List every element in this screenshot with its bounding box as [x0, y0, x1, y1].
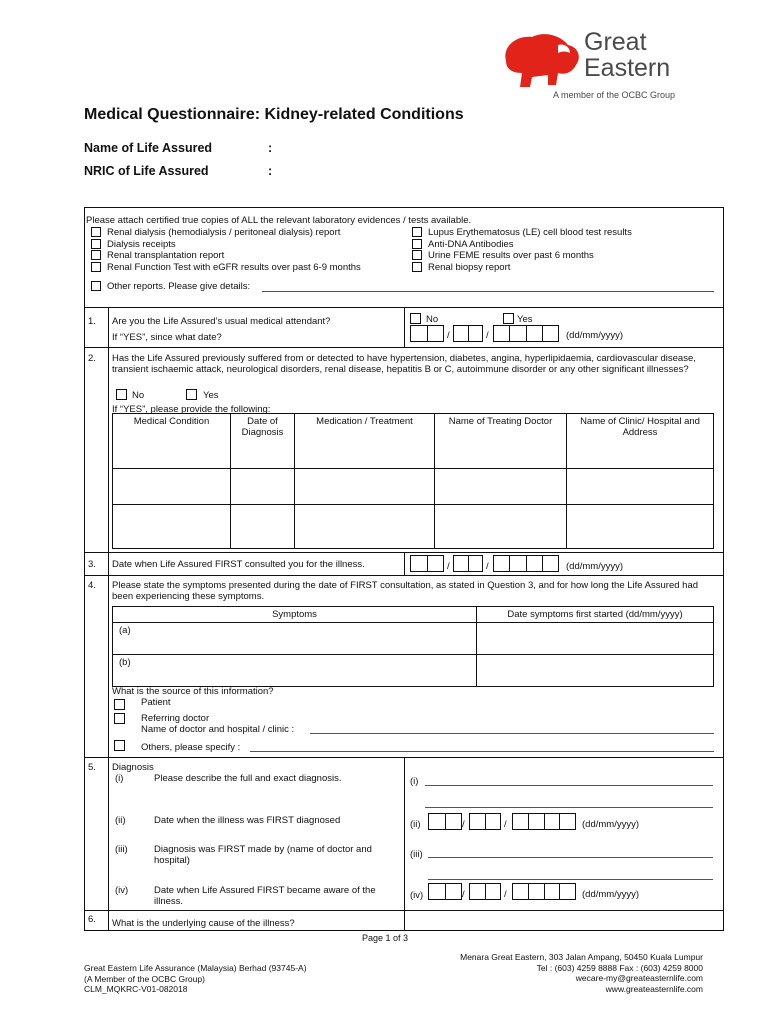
q5-ii-month-boxes[interactable]	[469, 813, 501, 830]
footer-address: Menara Great Eastern, 303 Jalan Ampang, 50450 Kuala Lumpur	[460, 952, 703, 962]
table-row[interactable]	[113, 505, 714, 549]
name-colon: :	[268, 141, 273, 155]
q5-ii-year-boxes[interactable]	[512, 813, 576, 830]
q3-month-boxes[interactable]	[453, 555, 483, 572]
renal-transplant-checkbox[interactable]	[91, 250, 101, 260]
intro-left-item: Renal transplantation report	[107, 250, 225, 261]
patient-label: Patient	[141, 697, 171, 708]
row-label: (b)	[119, 657, 131, 668]
col-date-of-diagnosis: Date of Diagnosis	[231, 414, 295, 469]
date-slash: /	[504, 819, 507, 830]
footer-email[interactable]: wecare-my@greateasternlife.com	[575, 973, 703, 983]
q5-iv-date-format: (dd/mm/yyyy)	[582, 889, 639, 900]
q3-text: Date when Life Assured FIRST consulted you for the illness.	[112, 559, 365, 570]
q4-number: 4.	[88, 580, 96, 591]
q6-text: What is the underlying cause of the illness?	[112, 918, 295, 929]
q1-month-boxes[interactable]	[453, 325, 483, 342]
number-column-divider	[108, 307, 109, 931]
q2-text: Has the Life Assured previously suffered from or detected to have hypertension, diabetes, angina, hyperlipidaemia, cardiovascular disease, transient ischaemic attack, neurological disorders, renal disease, hepatitis B or C, autoimmune disorder or any other significant illnesses?	[112, 353, 696, 375]
q2-number: 2.	[88, 353, 96, 364]
lion-logo-icon	[498, 27, 584, 89]
intro-right-item: Anti-DNA Antibodies	[428, 239, 514, 250]
q5-ii-day-boxes[interactable]	[428, 813, 462, 830]
footer-form-code: CLM_MQKRC-V01-082018	[84, 984, 188, 994]
footer-website[interactable]: www.greateasternlife.com	[605, 983, 703, 994]
q5-i-text: Please describe the full and exact diagnosis.	[154, 773, 342, 784]
row-label: (a)	[119, 625, 131, 636]
nric-colon: :	[268, 164, 273, 178]
q3-number: 3.	[88, 559, 96, 570]
col-date-started: Date symptoms first started (dd/mm/yyyy)	[477, 607, 714, 623]
table-row[interactable]	[113, 469, 714, 505]
q1-yes-checkbox[interactable]	[503, 313, 514, 324]
renal-biopsy-checkbox[interactable]	[412, 262, 422, 272]
q5-ii-date-format: (dd/mm/yyyy)	[582, 819, 639, 830]
q2-sub: If “YES”, please provide the following:	[112, 404, 271, 415]
page-number: Page 1 of 3	[362, 933, 409, 943]
date-slash: /	[462, 889, 465, 900]
q1-year-boxes[interactable]	[493, 325, 559, 342]
q1-no-checkbox[interactable]	[410, 313, 421, 324]
medical-history-table	[112, 413, 714, 549]
dialysis-receipts-checkbox[interactable]	[91, 239, 101, 249]
q5-i-answer-label: (i)	[410, 776, 419, 787]
col-medication: Medication / Treatment	[295, 414, 435, 469]
intro-right-item: Renal biopsy report	[428, 262, 511, 273]
urine-feme-checkbox[interactable]	[412, 250, 422, 260]
q5-ii-text: Date when the illness was FIRST diagnosed	[154, 815, 341, 826]
q5-iii-answer-label: (iii)	[410, 849, 423, 860]
referring-doctor-checkbox[interactable]	[114, 713, 125, 724]
q5-i-number: (i)	[115, 773, 124, 784]
q5-iii-text: Diagnosis was FIRST made by (name of doctor and hospital)	[154, 844, 372, 866]
q2-yes-checkbox[interactable]	[186, 389, 197, 400]
intro-heading: Please attach certified true copies of ALL the relevant laboratory evidences / tests available.	[86, 215, 472, 226]
q5-iv-day-boxes[interactable]	[428, 883, 462, 900]
other-reports-line[interactable]	[262, 291, 714, 292]
q1-date-format: (dd/mm/yyyy)	[566, 330, 623, 341]
q5-answer-divider	[404, 757, 405, 931]
footer-right	[400, 952, 703, 994]
nric-label: NRIC of Life Assured	[84, 164, 209, 178]
brand-line1: Great	[584, 28, 647, 56]
date-slash: /	[504, 889, 507, 900]
page-title: Medical Questionnaire: Kidney-related Conditions	[84, 106, 464, 123]
date-slash: /	[462, 819, 465, 830]
others-label: Others, please specify :	[141, 742, 241, 753]
q1-day-boxes[interactable]	[410, 325, 444, 342]
q3-day-boxes[interactable]	[410, 555, 444, 572]
intro-left-item: Renal Function Test with eGFR results over past 6-9 months	[107, 262, 361, 273]
doctor-line-1[interactable]	[428, 857, 713, 858]
q5-iv-number: (iv)	[115, 885, 129, 896]
intro-left-item: Dialysis receipts	[107, 239, 176, 250]
others-checkbox[interactable]	[114, 740, 125, 751]
anti-dna-checkbox[interactable]	[412, 239, 422, 249]
q5-number: 5.	[88, 762, 96, 773]
source-question: What is the source of this information?	[112, 686, 274, 697]
q2-yes-label: Yes	[203, 390, 219, 401]
q1-answer-divider	[404, 307, 405, 347]
intro-left-item: Renal dialysis (hemodialysis / peritoneal dialysis) report	[107, 227, 341, 238]
renal-function-checkbox[interactable]	[91, 262, 101, 272]
diagnosis-line-1[interactable]	[425, 785, 713, 786]
q1-no-label: No	[426, 314, 439, 325]
patient-checkbox[interactable]	[114, 699, 125, 710]
q1-yes-label: Yes	[517, 314, 533, 325]
lupus-checkbox[interactable]	[412, 227, 422, 237]
q3-answer-divider	[404, 552, 405, 575]
q5-iv-year-boxes[interactable]	[512, 883, 576, 900]
q4-text: Please state the symptoms presented during the date of FIRST consultation, as stated in Question 3, and for how long the Life Assured had been experiencing these symptoms.	[112, 580, 699, 602]
q3-year-boxes[interactable]	[493, 555, 559, 572]
q3-date-format: (dd/mm/yyyy)	[566, 561, 623, 572]
referring-label: Referring doctor	[141, 713, 210, 724]
q1-text: Are you the Life Assured’s usual medical attendant?	[112, 316, 331, 327]
date-slash: /	[486, 561, 489, 572]
date-slash: /	[447, 330, 450, 341]
q5-ii-answer-label: (ii)	[410, 819, 421, 830]
q5-iv-answer-label: (iv)	[410, 890, 424, 901]
symptoms-table	[112, 606, 714, 687]
col-symptoms: Symptoms	[113, 607, 477, 623]
date-slash: /	[486, 330, 489, 341]
referring-name-label: Name of doctor and hospital / clinic :	[141, 724, 295, 735]
footer-group: (A Member of the OCBC Group)	[84, 973, 205, 984]
divider	[84, 575, 724, 576]
referring-name-line[interactable]	[310, 733, 714, 734]
other-reports-checkbox[interactable]	[91, 281, 101, 291]
divider	[84, 347, 724, 348]
renal-dialysis-checkbox[interactable]	[91, 227, 101, 237]
footer-company: Great Eastern Life Assurance (Malaysia) Berhad (93745-A)	[84, 963, 307, 973]
footer-phone: Tel : (603) 4259 8888 Fax : (603) 4259 8000	[536, 962, 703, 973]
intro-right-item: Lupus Erythematosus (LE) cell blood test results	[428, 227, 632, 238]
name-label: Name of Life Assured	[84, 141, 213, 155]
diagnosis-line-2[interactable]	[425, 807, 713, 808]
divider	[84, 910, 724, 911]
intro-right-item: Urine FEME results over past 6 months	[428, 250, 594, 261]
brand-tagline: A member of the OCBC Group	[553, 90, 676, 100]
q5-heading: Diagnosis	[112, 762, 154, 773]
date-slash: /	[447, 561, 450, 572]
col-treating-doctor: Name of Treating Doctor	[435, 414, 567, 469]
q5-iv-text: Date when Life Assured FIRST became aware of the illness.	[154, 885, 376, 907]
others-line[interactable]	[250, 751, 714, 752]
q6-number: 6.	[88, 914, 96, 925]
q5-iii-number: (iii)	[115, 844, 128, 855]
col-medical-condition: Medical Condition	[113, 414, 231, 469]
q1-number: 1.	[88, 316, 96, 327]
other-reports-label: Other reports. Please give details:	[107, 281, 251, 292]
doctor-line-2[interactable]	[428, 879, 713, 880]
table-row[interactable]	[113, 655, 714, 687]
q5-iv-month-boxes[interactable]	[469, 883, 501, 900]
table-row[interactable]	[113, 623, 714, 655]
q2-no-label: No	[132, 390, 145, 401]
footer-left	[84, 963, 307, 995]
brand-line2: Eastern	[584, 54, 671, 82]
q1-sub: If “YES”, since what date?	[112, 332, 222, 343]
q2-no-checkbox[interactable]	[116, 389, 127, 400]
col-clinic-hospital: Name of Clinic/ Hospital and Address	[567, 414, 714, 469]
q5-ii-number: (ii)	[115, 815, 126, 826]
